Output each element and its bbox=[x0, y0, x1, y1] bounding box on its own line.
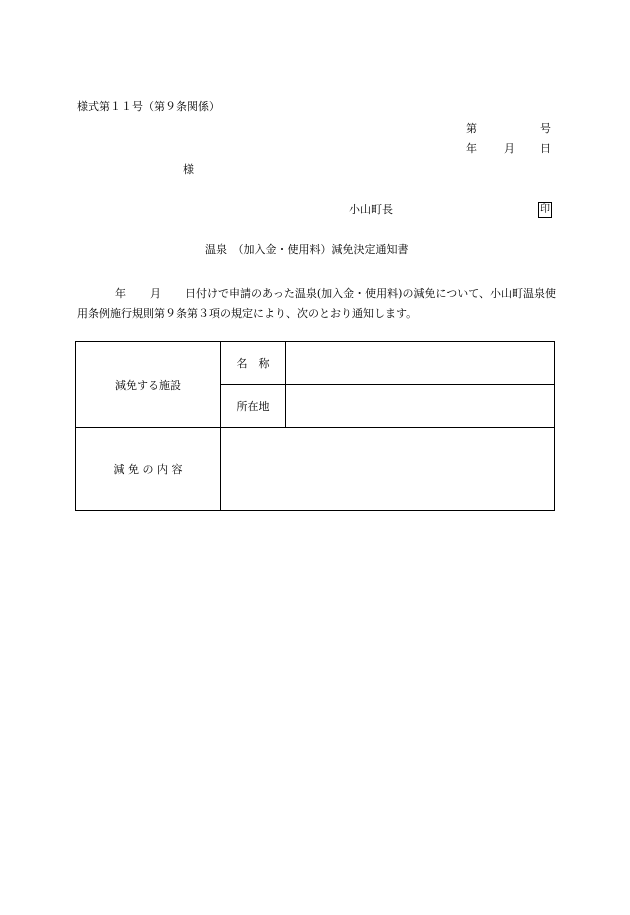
exemption-content-field[interactable] bbox=[221, 428, 555, 511]
date-day-label: 日 bbox=[540, 142, 551, 155]
exemption-table bbox=[75, 341, 555, 511]
location-label-cell bbox=[221, 385, 286, 428]
addressee-honorific: 様 bbox=[183, 163, 194, 176]
facility-name-field[interactable] bbox=[286, 342, 555, 385]
sender-name: 小山町長 bbox=[349, 203, 393, 216]
name-label-cell bbox=[221, 342, 286, 385]
document-number-prefix: 第 bbox=[466, 122, 477, 135]
form-number: 様式第１１号（第９条関係） bbox=[77, 100, 220, 113]
seal-stamp: 印 bbox=[538, 202, 552, 218]
facility-location-field[interactable] bbox=[286, 385, 555, 428]
body-year-label: 年 bbox=[115, 287, 126, 300]
document-number-suffix: 号 bbox=[540, 122, 551, 135]
document-title: 温泉 （加入金・使用料）減免決定通知書 bbox=[205, 243, 409, 256]
date-year-label: 年 bbox=[466, 142, 477, 155]
name-label: 名 称 bbox=[236, 357, 270, 370]
date-month-label: 月 bbox=[504, 142, 515, 155]
location-label: 所在地 bbox=[236, 400, 270, 413]
content-label-cell bbox=[76, 428, 221, 511]
content-label: 減 免 の 内 容 bbox=[113, 463, 183, 476]
body-text: 日付けで申請のあった温泉(加入金・使用料)の減免について、小山町温泉使用条例施行規則第９条第３項の規定により、次のとおり通知します。 bbox=[77, 287, 557, 320]
facility-label: 減免する施設 bbox=[115, 378, 181, 392]
facility-label-cell bbox=[76, 342, 221, 428]
body-month-label: 月 bbox=[150, 287, 161, 300]
body-paragraph bbox=[77, 284, 561, 324]
